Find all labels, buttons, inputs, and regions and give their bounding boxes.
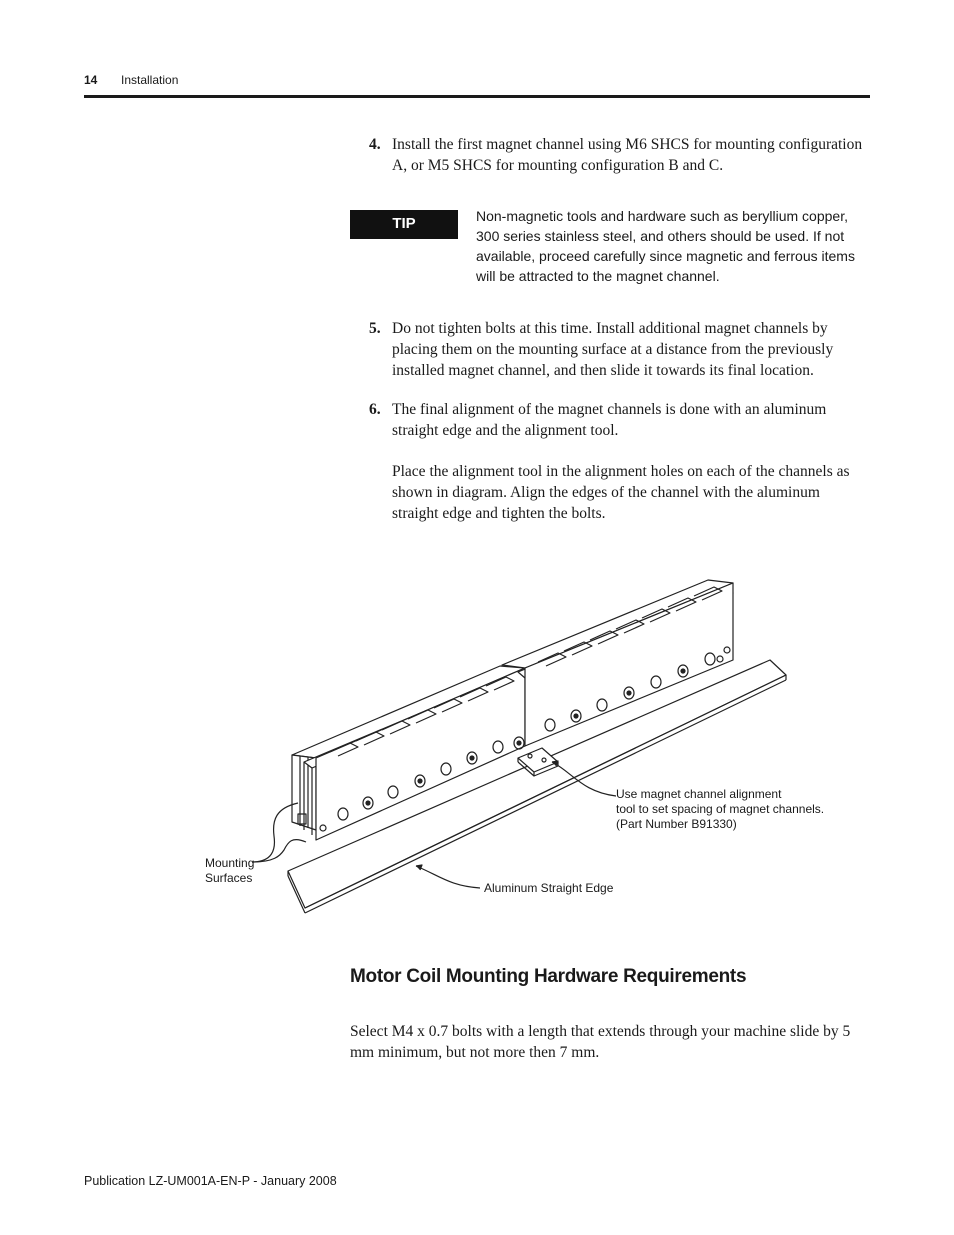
footer-publication: Publication LZ-UM001A-EN-P - January 2008 — [84, 1174, 337, 1188]
straight-edge-leader-line — [416, 866, 480, 888]
header-rule — [84, 95, 870, 98]
surfaces-leader-upper — [252, 803, 298, 862]
step-number: 5. — [369, 320, 381, 337]
magnet-channel-alignment-figure — [180, 560, 840, 920]
surfaces-leader-lower — [252, 840, 306, 862]
straight-edge-callout: Aluminum Straight Edge — [484, 881, 614, 895]
header-section-title: Installation — [121, 73, 179, 87]
step-6 — [350, 399, 870, 441]
tip-badge: TIP — [350, 210, 458, 239]
section-heading: Motor Coil Mounting Hardware Requirements — [350, 966, 747, 987]
alignment-tool-callout — [616, 787, 824, 832]
callout-line: (Part Number B91330) — [616, 817, 737, 831]
callout-line: Mounting — [205, 856, 255, 870]
callout-line: Use magnet channel alignment — [616, 787, 782, 801]
magnet-channel-right — [502, 580, 733, 746]
section-body-text: Select M4 x 0.7 bolts with a length that extends through your machine slide by 5 mm minimum, but not more then 7 mm. — [350, 1023, 851, 1061]
mounting-surfaces-callout — [205, 856, 254, 886]
step-5 — [350, 318, 870, 381]
step-4 — [350, 134, 870, 176]
step-6-continued: Place the alignment tool in the alignment holes on each of the channels as shown in diagram. Align the edges of the channel with the aluminum straight edge and tighten the bolts. — [392, 463, 850, 522]
callout-line: tool to set spacing of magnet channels. — [616, 802, 825, 816]
step-text: Do not tighten bolts at this time. Install additional magnet channels by placing them on the mounting surface at a distance from the previously installed magnet channel, and then slide it towards its final location. — [392, 320, 834, 379]
step-number: 4. — [369, 136, 381, 153]
step-number: 6. — [369, 401, 381, 418]
tip-text: Non-magnetic tools and hardware such as beryllium copper, 300 series stainless steel, and others should be used. If not available, proceed carefully since magnetic and ferrous items will be attracted to the magnet channel. — [476, 208, 855, 284]
callout-line: Surfaces — [205, 871, 253, 885]
step-text: Install the first magnet channel using M6 SHCS for mounting configuration A, or M5 SHCS for mounting configuration B and C. — [392, 136, 863, 174]
magnet-channel-diagram — [180, 560, 840, 920]
step-text: The final alignment of the magnet channels is done with an aluminum straight edge and the alignment tool. — [392, 401, 827, 439]
page-number: 14 — [84, 73, 98, 87]
